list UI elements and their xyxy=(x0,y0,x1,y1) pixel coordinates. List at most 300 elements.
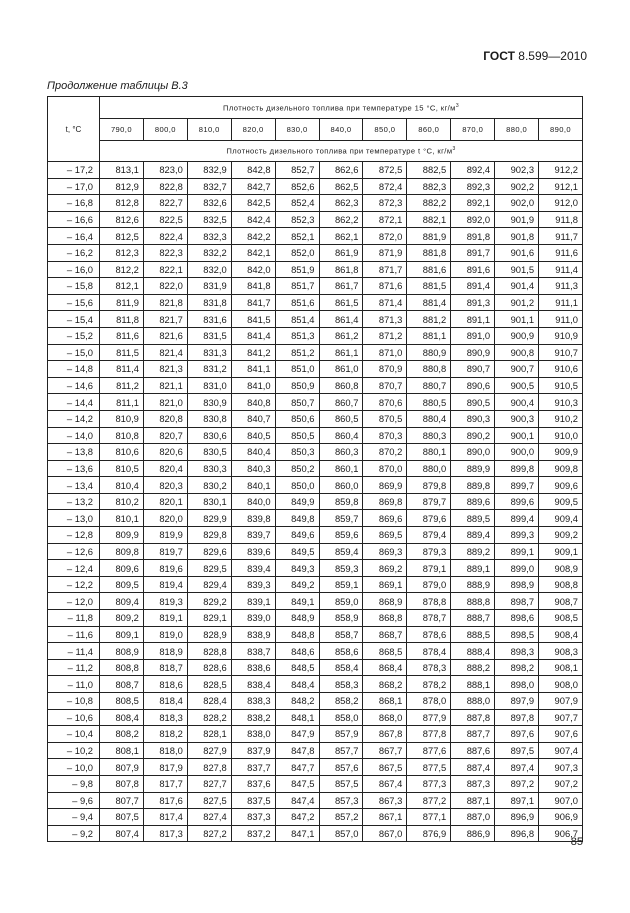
density-cell: 812,1 xyxy=(100,278,144,295)
density-cell: 812,2 xyxy=(100,261,144,278)
density-cell: 858,7 xyxy=(319,626,363,643)
table-row xyxy=(48,527,583,544)
density-cell: 819,9 xyxy=(143,527,187,544)
page-number: 85 xyxy=(570,836,583,848)
density-cell: 911,8 xyxy=(539,211,583,228)
density-cell: 849,1 xyxy=(275,593,319,610)
density-cell: 868,8 xyxy=(363,610,407,627)
density-cell: 871,2 xyxy=(363,327,407,344)
density-cell: 888,0 xyxy=(451,693,495,710)
density-cell: 911,3 xyxy=(539,278,583,295)
density-table xyxy=(47,96,583,842)
temperature-cell: – 16,2 xyxy=(48,244,100,261)
base-density-cell: 860,0 xyxy=(407,119,451,141)
density-cell: 909,2 xyxy=(539,527,583,544)
density-cell: 832,7 xyxy=(187,178,231,195)
density-cell: 891,7 xyxy=(451,244,495,261)
temperature-cell: – 10,6 xyxy=(48,709,100,726)
density-cell: 829,4 xyxy=(187,576,231,593)
density-cell: 908,4 xyxy=(539,626,583,643)
density-cell: 822,4 xyxy=(143,228,187,245)
density-cell: 900,5 xyxy=(495,377,539,394)
table-row xyxy=(48,261,583,278)
density-cell: 897,8 xyxy=(495,709,539,726)
density-cell: 861,2 xyxy=(319,327,363,344)
density-cell: 867,4 xyxy=(363,775,407,792)
density-cell: 902,2 xyxy=(495,178,539,195)
density-cell: 838,0 xyxy=(231,726,275,743)
base-density-cell: 790,0 xyxy=(100,119,144,141)
density-cell: 822,8 xyxy=(143,178,187,195)
base-density-cell: 820,0 xyxy=(231,119,275,141)
density-cell: 817,3 xyxy=(143,825,187,842)
density-cell: 813,1 xyxy=(100,162,144,179)
density-cell: 819,3 xyxy=(143,593,187,610)
density-cell: 868,1 xyxy=(363,693,407,710)
table-row xyxy=(48,294,583,311)
density-cell: 830,3 xyxy=(187,460,231,477)
density-cell: 911,4 xyxy=(539,261,583,278)
density-cell: 887,7 xyxy=(451,726,495,743)
density-cell: 812,6 xyxy=(100,211,144,228)
density-cell: 877,1 xyxy=(407,809,451,826)
base-density-row xyxy=(48,119,583,141)
density-cell: 849,3 xyxy=(275,560,319,577)
density-cell: 908,9 xyxy=(539,560,583,577)
density-cell: 897,5 xyxy=(495,742,539,759)
density-cell: 900,0 xyxy=(495,444,539,461)
density-cell: 839,4 xyxy=(231,560,275,577)
density-cell: 838,4 xyxy=(231,676,275,693)
density-cell: 811,5 xyxy=(100,344,144,361)
density-cell: 871,7 xyxy=(363,261,407,278)
density-cell: 807,8 xyxy=(100,775,144,792)
base-density-group-header xyxy=(100,97,583,119)
density-cell: 807,4 xyxy=(100,825,144,842)
density-cell: 822,3 xyxy=(143,244,187,261)
density-cell: 839,1 xyxy=(231,593,275,610)
density-cell: 842,5 xyxy=(231,195,275,212)
table-row xyxy=(48,626,583,643)
density-cell: 888,1 xyxy=(451,676,495,693)
density-cell: 841,0 xyxy=(231,377,275,394)
density-cell: 831,0 xyxy=(187,377,231,394)
density-cell: 891,1 xyxy=(451,311,495,328)
temperature-cell: – 12,6 xyxy=(48,543,100,560)
density-cell: 839,0 xyxy=(231,610,275,627)
density-cell: 897,1 xyxy=(495,792,539,809)
density-cell: 888,8 xyxy=(451,593,495,610)
density-cell: 901,8 xyxy=(495,228,539,245)
table-row xyxy=(48,361,583,378)
density-cell: 909,5 xyxy=(539,493,583,510)
density-cell: 842,4 xyxy=(231,211,275,228)
density-cell: 827,5 xyxy=(187,792,231,809)
density-cell: 880,0 xyxy=(407,460,451,477)
density-cell: 837,5 xyxy=(231,792,275,809)
base-density-cell: 890,0 xyxy=(539,119,583,141)
density-cell: 839,7 xyxy=(231,527,275,544)
density-cell: 830,5 xyxy=(187,444,231,461)
density-cell: 881,8 xyxy=(407,244,451,261)
table-row xyxy=(48,643,583,660)
density-cell: 829,9 xyxy=(187,510,231,527)
density-cell: 879,8 xyxy=(407,477,451,494)
density-cell: 810,8 xyxy=(100,427,144,444)
density-cell: 828,8 xyxy=(187,643,231,660)
density-cell: 837,3 xyxy=(231,809,275,826)
density-cell: 906,7 xyxy=(539,825,583,842)
density-cell: 879,0 xyxy=(407,576,451,593)
density-cell: 907,9 xyxy=(539,693,583,710)
density-cell: 860,3 xyxy=(319,444,363,461)
density-cell: 821,3 xyxy=(143,361,187,378)
density-cell: 842,8 xyxy=(231,162,275,179)
density-cell: 838,6 xyxy=(231,659,275,676)
density-cell: 908,8 xyxy=(539,576,583,593)
density-cell: 818,7 xyxy=(143,659,187,676)
density-cell: 869,8 xyxy=(363,493,407,510)
density-cell: 829,2 xyxy=(187,593,231,610)
density-cell: 889,6 xyxy=(451,493,495,510)
density-cell: 808,1 xyxy=(100,742,144,759)
density-cell: 812,9 xyxy=(100,178,144,195)
density-cell: 821,0 xyxy=(143,394,187,411)
density-cell: 900,8 xyxy=(495,344,539,361)
density-cell: 909,1 xyxy=(539,543,583,560)
density-cell: 868,2 xyxy=(363,676,407,693)
temperature-cell: – 10,0 xyxy=(48,759,100,776)
density-cell: 858,9 xyxy=(319,610,363,627)
temperature-cell: – 15,4 xyxy=(48,311,100,328)
density-cell: 832,0 xyxy=(187,261,231,278)
density-cell: 860,8 xyxy=(319,377,363,394)
density-cell: 821,7 xyxy=(143,311,187,328)
density-cell: 888,4 xyxy=(451,643,495,660)
density-cell: 868,9 xyxy=(363,593,407,610)
density-cell: 887,6 xyxy=(451,742,495,759)
density-cell: 889,8 xyxy=(451,477,495,494)
density-cell: 808,2 xyxy=(100,726,144,743)
density-cell: 900,4 xyxy=(495,394,539,411)
density-cell: 820,3 xyxy=(143,477,187,494)
table-row xyxy=(48,726,583,743)
density-cell: 832,2 xyxy=(187,244,231,261)
density-cell: 868,5 xyxy=(363,643,407,660)
base-density-header-label: Плотность дизельного топлива при температуре 15 °С, кг/м xyxy=(222,103,456,113)
temperature-cell: – 11,8 xyxy=(48,610,100,627)
density-cell: 830,2 xyxy=(187,477,231,494)
base-density-cell: 830,0 xyxy=(275,119,319,141)
density-cell: 887,0 xyxy=(451,809,495,826)
density-cell: 852,3 xyxy=(275,211,319,228)
density-cell: 820,6 xyxy=(143,444,187,461)
density-cell: 818,0 xyxy=(143,742,187,759)
density-cell: 850,2 xyxy=(275,460,319,477)
density-cell: 819,6 xyxy=(143,560,187,577)
density-cell: 852,7 xyxy=(275,162,319,179)
density-cell: 880,5 xyxy=(407,394,451,411)
density-cell: 819,1 xyxy=(143,610,187,627)
density-cell: 898,0 xyxy=(495,676,539,693)
density-cell: 872,1 xyxy=(363,211,407,228)
density-cell: 847,9 xyxy=(275,726,319,743)
density-cell: 879,1 xyxy=(407,560,451,577)
density-cell: 909,4 xyxy=(539,510,583,527)
density-cell: 860,0 xyxy=(319,477,363,494)
density-cell: 807,5 xyxy=(100,809,144,826)
temperature-cell: – 15,2 xyxy=(48,327,100,344)
temperature-cell: – 14,4 xyxy=(48,394,100,411)
density-cell: 852,6 xyxy=(275,178,319,195)
table-row xyxy=(48,610,583,627)
density-cell: 840,3 xyxy=(231,460,275,477)
standard-code: ГОСТ xyxy=(483,49,515,63)
density-cell: 899,8 xyxy=(495,460,539,477)
density-cell: 819,0 xyxy=(143,626,187,643)
density-cell: 809,1 xyxy=(100,626,144,643)
density-cell: 877,5 xyxy=(407,759,451,776)
density-cell: 867,3 xyxy=(363,792,407,809)
temperature-cell: – 14,2 xyxy=(48,410,100,427)
density-cell: 911,7 xyxy=(539,228,583,245)
density-cell: 872,4 xyxy=(363,178,407,195)
density-cell: 907,0 xyxy=(539,792,583,809)
density-cell: 850,7 xyxy=(275,394,319,411)
base-density-cell: 840,0 xyxy=(319,119,363,141)
base-density-cell: 870,0 xyxy=(451,119,495,141)
density-cell: 892,1 xyxy=(451,195,495,212)
density-cell: 862,6 xyxy=(319,162,363,179)
density-cell: 890,9 xyxy=(451,344,495,361)
density-cell: 850,3 xyxy=(275,444,319,461)
density-cell: 840,7 xyxy=(231,410,275,427)
density-cell: 861,9 xyxy=(319,244,363,261)
table-row xyxy=(48,493,583,510)
temperature-cell: – 11,4 xyxy=(48,643,100,660)
density-cell: 812,3 xyxy=(100,244,144,261)
density-cell: 882,2 xyxy=(407,195,451,212)
density-cell: 907,3 xyxy=(539,759,583,776)
density-cell: 910,6 xyxy=(539,361,583,378)
standard-number: 8.599—2010 xyxy=(518,49,587,63)
temperature-cell: – 12,4 xyxy=(48,560,100,577)
density-cell: 890,2 xyxy=(451,427,495,444)
temperature-cell: – 12,2 xyxy=(48,576,100,593)
density-cell: 890,5 xyxy=(451,394,495,411)
density-cell: 837,2 xyxy=(231,825,275,842)
base-density-cell: 800,0 xyxy=(143,119,187,141)
density-cell: 837,6 xyxy=(231,775,275,792)
density-cell: 840,5 xyxy=(231,427,275,444)
density-cell: 851,7 xyxy=(275,278,319,295)
density-cell: 879,4 xyxy=(407,527,451,544)
density-cell: 888,5 xyxy=(451,626,495,643)
density-cell: 808,8 xyxy=(100,659,144,676)
density-cell: 886,9 xyxy=(451,825,495,842)
density-cell: 861,8 xyxy=(319,261,363,278)
density-cell: 877,6 xyxy=(407,742,451,759)
table-row xyxy=(48,162,583,179)
density-cell: 858,2 xyxy=(319,693,363,710)
table-row xyxy=(48,178,583,195)
density-cell: 827,4 xyxy=(187,809,231,826)
density-cell: 809,6 xyxy=(100,560,144,577)
table-row xyxy=(48,394,583,411)
density-cell: 892,0 xyxy=(451,211,495,228)
density-cell: 868,4 xyxy=(363,659,407,676)
temperature-cell: – 17,2 xyxy=(48,162,100,179)
density-cell: 842,2 xyxy=(231,228,275,245)
density-cell: 889,5 xyxy=(451,510,495,527)
density-cell: 817,9 xyxy=(143,759,187,776)
density-cell: 859,1 xyxy=(319,576,363,593)
density-cell: 840,0 xyxy=(231,493,275,510)
density-cell: 822,5 xyxy=(143,211,187,228)
density-cell: 838,9 xyxy=(231,626,275,643)
density-cell: 901,5 xyxy=(495,261,539,278)
base-density-cell: 850,0 xyxy=(363,119,407,141)
density-cell: 811,4 xyxy=(100,361,144,378)
density-cell: 821,4 xyxy=(143,344,187,361)
density-cell: 809,9 xyxy=(100,527,144,544)
density-cell: 897,2 xyxy=(495,775,539,792)
density-cell: 851,0 xyxy=(275,361,319,378)
density-cell: 877,8 xyxy=(407,726,451,743)
density-cell: 879,3 xyxy=(407,543,451,560)
density-cell: 911,6 xyxy=(539,244,583,261)
density-cell: 860,5 xyxy=(319,410,363,427)
density-cell: 857,9 xyxy=(319,726,363,743)
density-cell: 880,8 xyxy=(407,361,451,378)
density-cell: 888,2 xyxy=(451,659,495,676)
density-cell: 907,4 xyxy=(539,742,583,759)
density-cell: 862,1 xyxy=(319,228,363,245)
density-cell: 859,8 xyxy=(319,493,363,510)
density-cell: 897,9 xyxy=(495,693,539,710)
density-cell: 842,0 xyxy=(231,261,275,278)
density-cell: 871,6 xyxy=(363,278,407,295)
density-cell: 818,2 xyxy=(143,726,187,743)
density-cell: 811,6 xyxy=(100,327,144,344)
density-cell: 857,6 xyxy=(319,759,363,776)
table-row xyxy=(48,775,583,792)
table-body xyxy=(48,162,583,842)
density-cell: 851,4 xyxy=(275,311,319,328)
density-cell: 822,1 xyxy=(143,261,187,278)
density-cell: 848,2 xyxy=(275,693,319,710)
density-cell: 869,5 xyxy=(363,527,407,544)
table-row xyxy=(48,676,583,693)
density-cell: 882,1 xyxy=(407,211,451,228)
density-cell: 889,4 xyxy=(451,527,495,544)
density-cell: 890,6 xyxy=(451,377,495,394)
density-cell: 840,4 xyxy=(231,444,275,461)
density-cell: 827,7 xyxy=(187,775,231,792)
density-cell: 832,9 xyxy=(187,162,231,179)
density-cell: 809,8 xyxy=(100,543,144,560)
density-cell: 850,6 xyxy=(275,410,319,427)
density-cell: 909,6 xyxy=(539,477,583,494)
density-cell: 831,3 xyxy=(187,344,231,361)
density-cell: 850,9 xyxy=(275,377,319,394)
density-cell: 821,6 xyxy=(143,327,187,344)
document-header xyxy=(483,49,587,63)
density-cell: 831,2 xyxy=(187,361,231,378)
density-cell: 900,3 xyxy=(495,410,539,427)
density-cell: 858,4 xyxy=(319,659,363,676)
density-cell: 860,1 xyxy=(319,460,363,477)
density-cell: 849,9 xyxy=(275,493,319,510)
density-cell: 908,0 xyxy=(539,676,583,693)
density-cell: 819,7 xyxy=(143,543,187,560)
actual-density-group-header xyxy=(100,141,583,162)
density-cell: 840,8 xyxy=(231,394,275,411)
density-cell: 877,9 xyxy=(407,709,451,726)
density-cell: 821,8 xyxy=(143,294,187,311)
density-cell: 901,4 xyxy=(495,278,539,295)
density-cell: 809,2 xyxy=(100,610,144,627)
density-cell: 842,7 xyxy=(231,178,275,195)
table-row xyxy=(48,742,583,759)
density-cell: 827,9 xyxy=(187,742,231,759)
temperature-cell: – 17,0 xyxy=(48,178,100,195)
density-cell: 859,3 xyxy=(319,560,363,577)
temperature-cell: – 13,0 xyxy=(48,510,100,527)
density-cell: 887,4 xyxy=(451,759,495,776)
density-cell: 830,9 xyxy=(187,394,231,411)
density-cell: 817,6 xyxy=(143,792,187,809)
density-cell: 818,6 xyxy=(143,676,187,693)
density-cell: 810,1 xyxy=(100,510,144,527)
density-cell: 823,0 xyxy=(143,162,187,179)
density-cell: 822,0 xyxy=(143,278,187,295)
table-row xyxy=(48,510,583,527)
density-cell: 841,1 xyxy=(231,361,275,378)
density-cell: 869,6 xyxy=(363,510,407,527)
density-cell: 849,5 xyxy=(275,543,319,560)
unit-superscript: 3 xyxy=(452,146,456,153)
density-cell: 907,6 xyxy=(539,726,583,743)
density-cell: 908,7 xyxy=(539,593,583,610)
density-cell: 888,9 xyxy=(451,576,495,593)
density-cell: 881,6 xyxy=(407,261,451,278)
density-cell: 861,1 xyxy=(319,344,363,361)
density-cell: 818,3 xyxy=(143,709,187,726)
density-cell: 859,4 xyxy=(319,543,363,560)
density-cell: 832,5 xyxy=(187,211,231,228)
density-cell: 830,8 xyxy=(187,410,231,427)
density-cell: 848,5 xyxy=(275,659,319,676)
density-cell: 862,3 xyxy=(319,195,363,212)
density-cell: 847,7 xyxy=(275,759,319,776)
density-cell: 847,1 xyxy=(275,825,319,842)
density-cell: 807,7 xyxy=(100,792,144,809)
density-cell: 847,4 xyxy=(275,792,319,809)
density-cell: 860,7 xyxy=(319,394,363,411)
density-cell: 848,1 xyxy=(275,709,319,726)
temperature-cell: – 12,0 xyxy=(48,593,100,610)
density-cell: 820,7 xyxy=(143,427,187,444)
density-cell: 857,0 xyxy=(319,825,363,842)
temperature-cell: – 10,4 xyxy=(48,726,100,743)
density-cell: 869,3 xyxy=(363,543,407,560)
density-cell: 841,4 xyxy=(231,327,275,344)
density-cell: 912,0 xyxy=(539,195,583,212)
temperature-cell: – 10,2 xyxy=(48,742,100,759)
density-cell: 870,9 xyxy=(363,361,407,378)
density-cell: 891,8 xyxy=(451,228,495,245)
